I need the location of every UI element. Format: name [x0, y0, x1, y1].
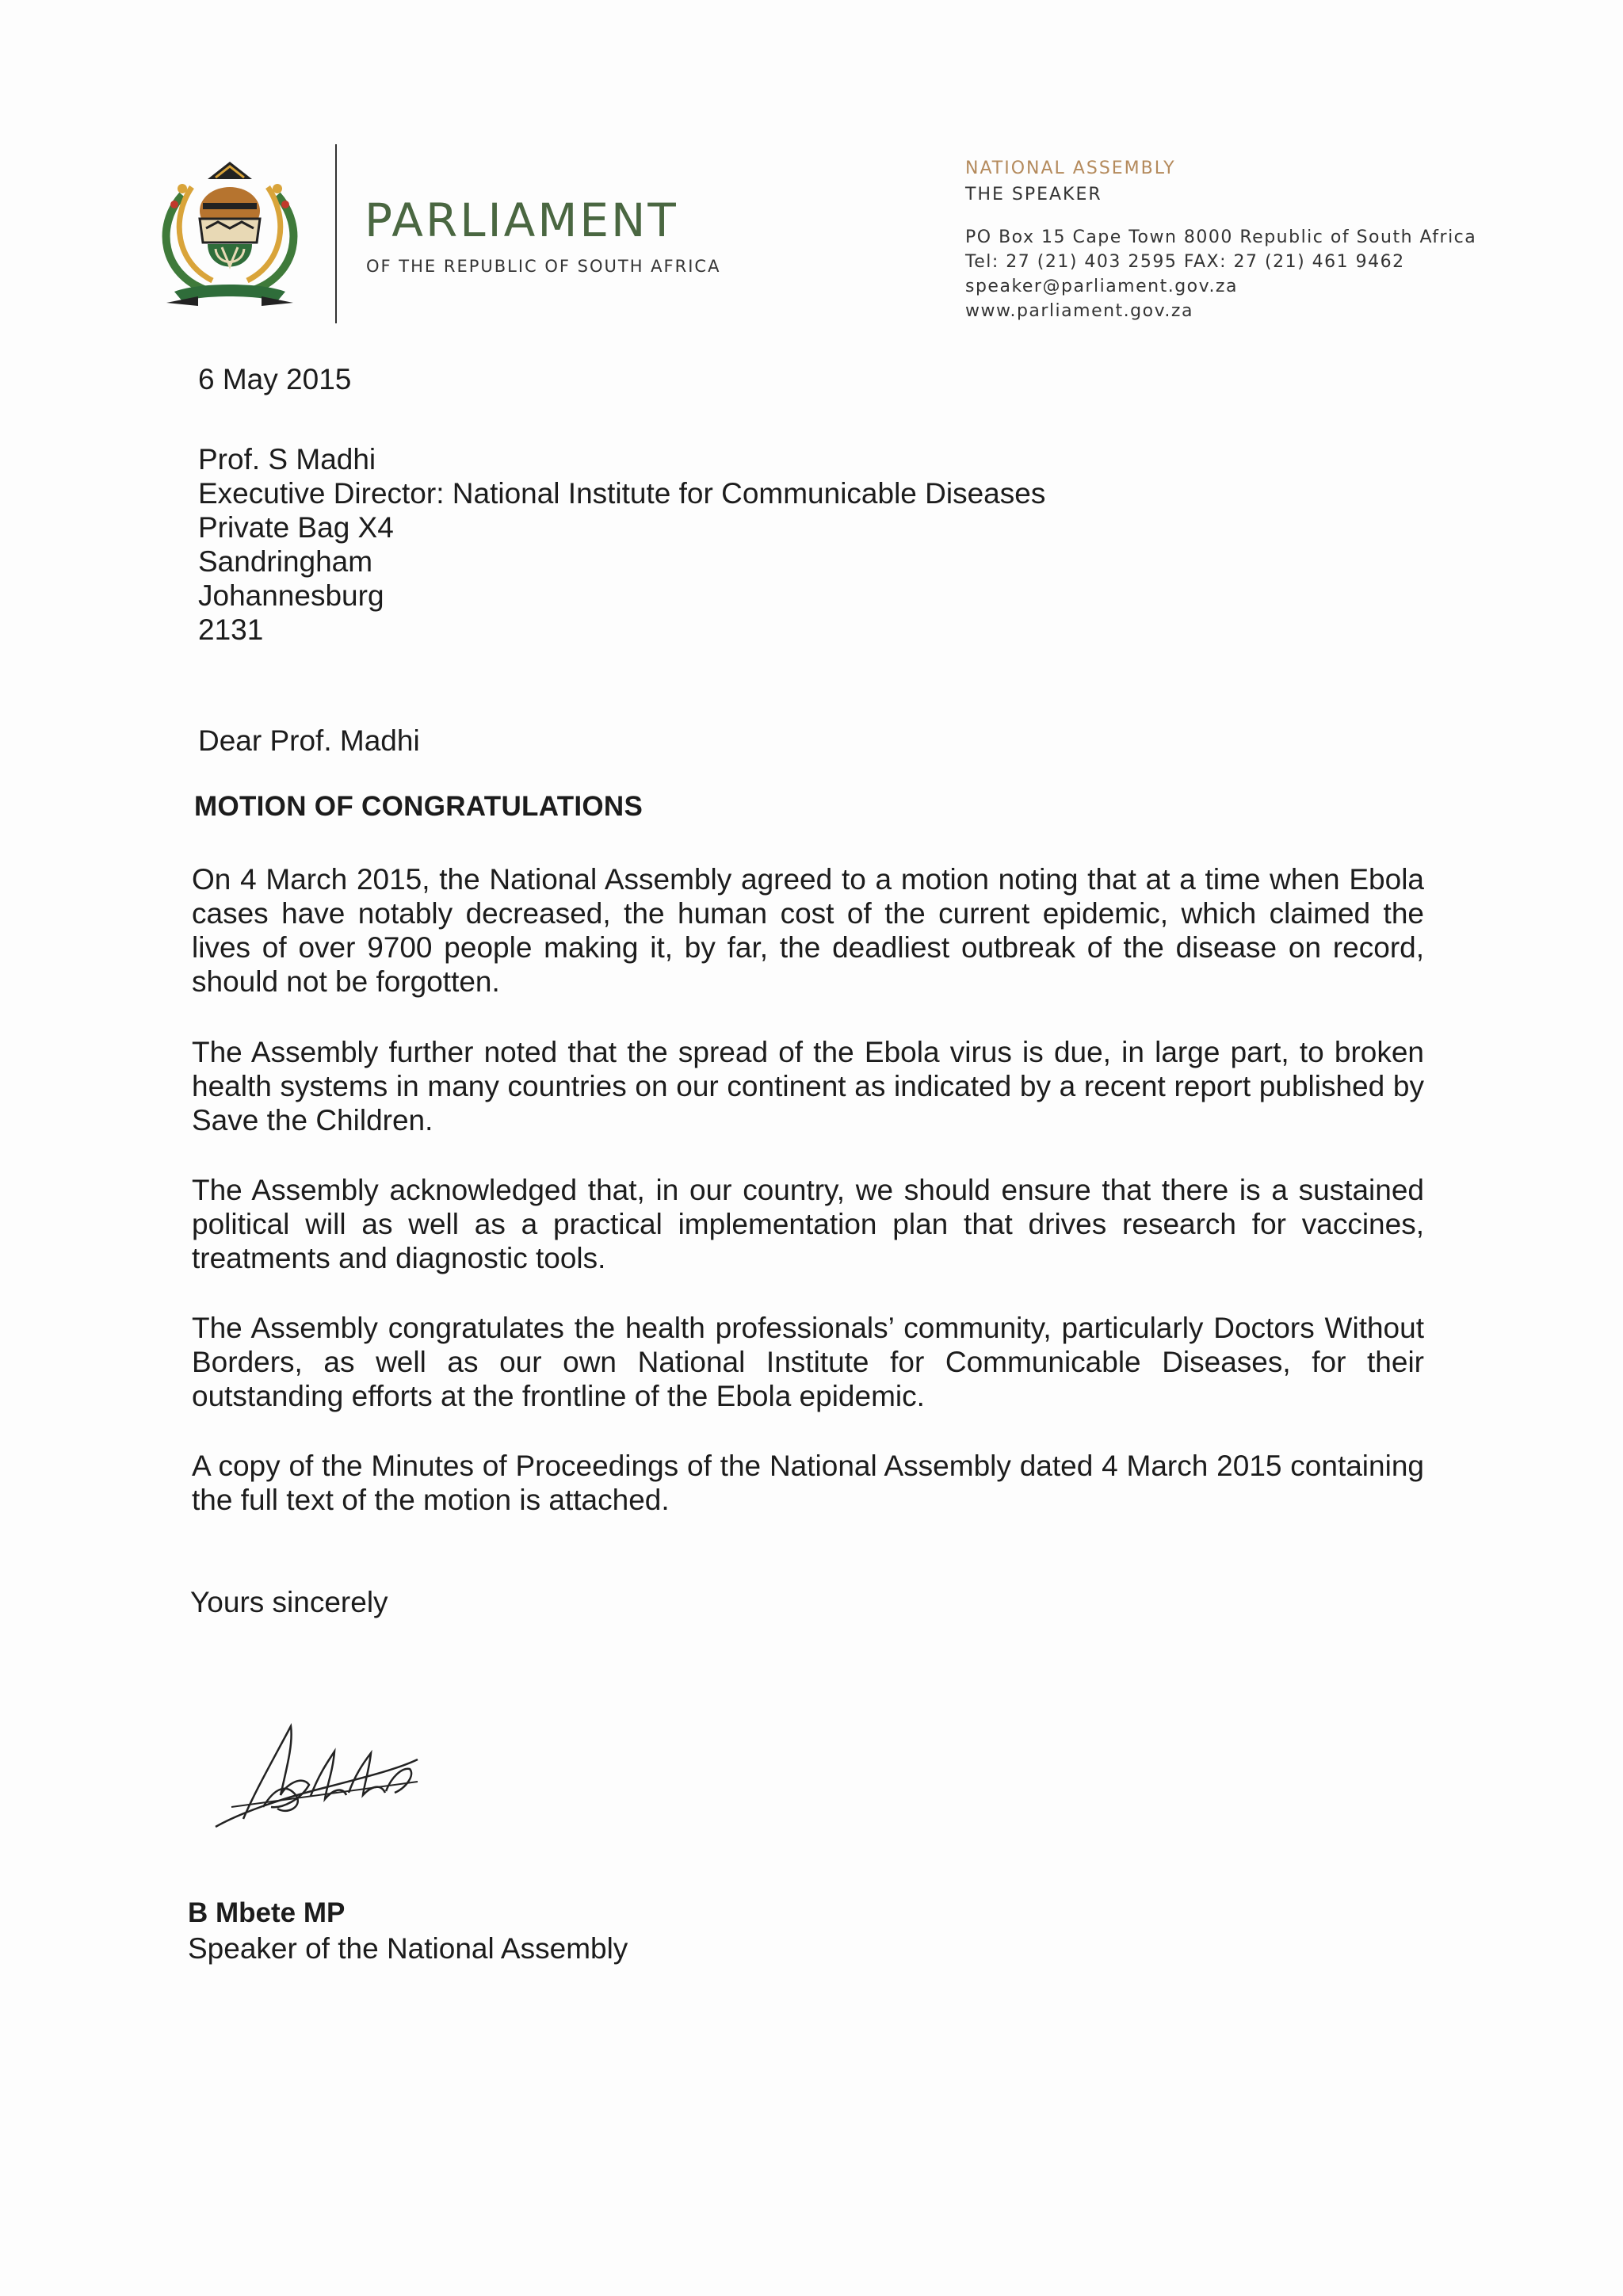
body-paragraph: The Assembly further noted that the spread of the Ebola virus is due, in large part, to broken health systems in many countries on our continent as indicated by a recent report published by Save the Children.	[192, 1036, 1424, 1137]
email-address: speaker@parliament.gov.za	[965, 277, 1238, 296]
recipient-address	[198, 442, 1045, 647]
website: www.parliament.gov.za	[965, 301, 1193, 321]
postal-address: PO Box 15 Cape Town 8000 Republic of South Africa	[965, 227, 1477, 247]
body-paragraph: A copy of the Minutes of Proceedings of the National Assembly dated 4 March 2015 containing the full text of the motion is attached.	[192, 1450, 1424, 1516]
contact-block	[965, 155, 1476, 323]
body-paragraph: The Assembly acknowledged that, in our country, we should ensure that there is a sustained political will as well as a practical implementation plan that drives research for vaccines, treatments and diagnostic tools.	[192, 1174, 1424, 1274]
recipient-title: Executive Director: National Institute for Communicable Diseases	[198, 477, 1046, 510]
body-paragraph: The Assembly congratulates the health professionals’ community, particularly Doctors Without Borders, as well as our own National Institute for Communicable Diseases, for their outstanding efforts at the frontline of the Ebola epidemic.	[192, 1312, 1424, 1412]
closing: Yours sincerely	[190, 1586, 388, 1618]
recipient-name: Prof. S Madhi	[198, 443, 376, 476]
office-name: THE SPEAKER	[965, 185, 1102, 204]
department-name: NATIONAL ASSEMBLY	[965, 159, 1176, 178]
recipient-address-line-2: Sandringham	[198, 545, 373, 578]
salutation: Dear Prof. Madhi	[198, 724, 420, 757]
signer-title: Speaker of the National Assembly	[188, 1932, 628, 1965]
recipient-city: Johannesburg	[198, 579, 384, 612]
coat-of-arms-icon	[151, 155, 309, 314]
letter-date: 6 May 2015	[198, 363, 352, 395]
org-subtitle: OF THE REPUBLIC OF SOUTH AFRICA	[366, 257, 721, 276]
recipient-address-line-1: Private Bag X4	[198, 511, 394, 544]
org-name: PARLIAMENT	[365, 193, 678, 247]
handwritten-signature-icon	[208, 1720, 422, 1839]
body-paragraph: On 4 March 2015, the National Assembly agreed to a motion noting that at a time when Ebola cases have notably decreased, the human cost of the current epidemic, which claimed the lives of over 9700 people making it, by far, the deadliest outbreak of the disease on record, should not be forgotten.	[192, 863, 1424, 998]
letterhead-divider	[335, 144, 337, 323]
letter-subject: MOTION OF CONGRATULATIONS	[194, 791, 643, 822]
phone-fax: Tel: 27 (21) 403 2595 FAX: 27 (21) 461 9462	[965, 252, 1405, 272]
signer-name: B Mbete MP	[188, 1897, 346, 1928]
recipient-postal-code: 2131	[198, 613, 264, 646]
